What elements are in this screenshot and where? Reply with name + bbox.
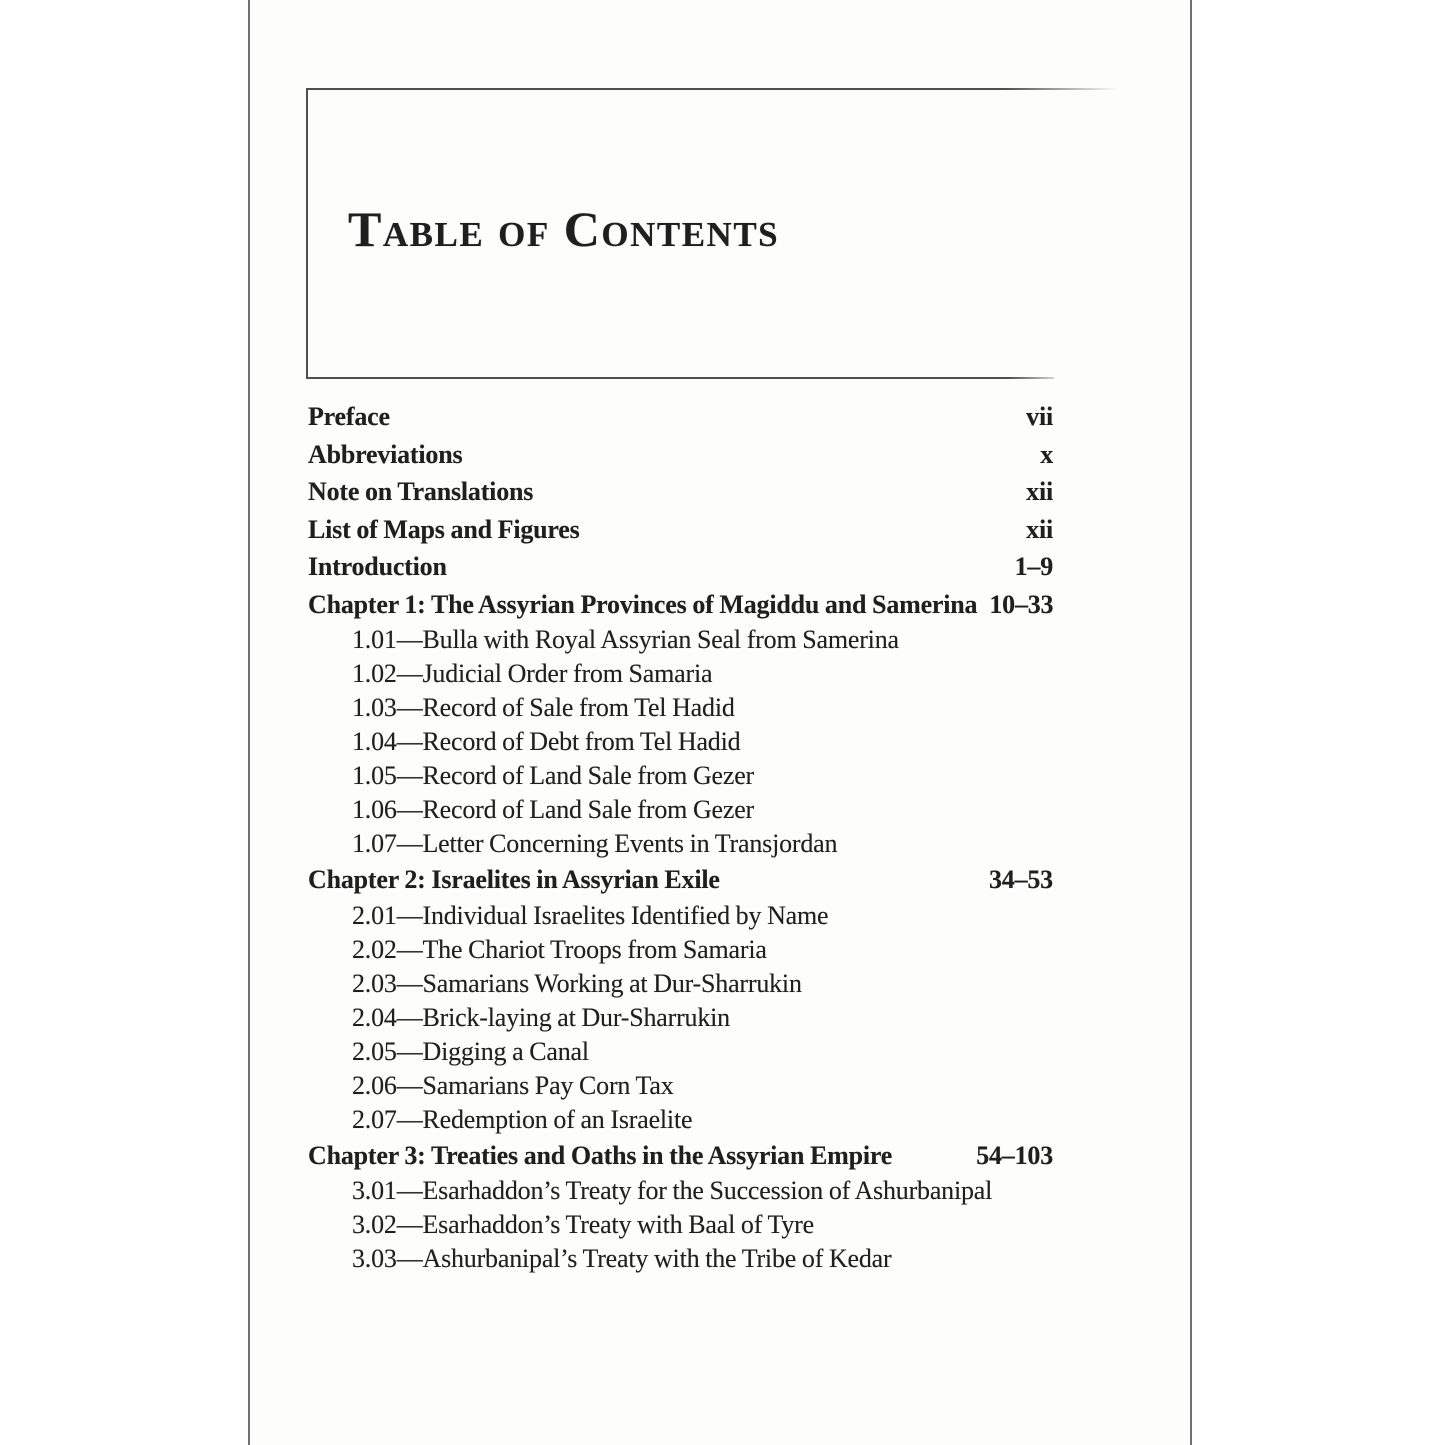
toc-entry-label: Note on Translations xyxy=(308,477,534,506)
toc-sub-entry xyxy=(308,623,1053,657)
toc-entry-label: 3.03—Ashurbanipal’s Treaty with the Tribe of Kedar xyxy=(352,1244,892,1273)
toc-sub-entry xyxy=(308,933,1053,967)
toc-sub-entry xyxy=(308,827,1053,861)
toc-entry-pages: x xyxy=(1040,439,1053,469)
toc-chapter-entry xyxy=(308,861,1053,899)
toc-sub-entry xyxy=(308,1103,1053,1137)
toc-entry-label: 2.04—Brick-laying at Dur-Sharrukin xyxy=(352,1002,730,1032)
toc-entry-label: 1.01—Bulla with Royal Assyrian Seal from Samerina xyxy=(352,625,899,654)
page-edge-left-line xyxy=(248,0,250,1445)
toc-entry-label: 1.07—Letter Concerning Events in Transjordan xyxy=(352,829,838,858)
toc-entry-label: 1.02—Judicial Order from Samaria xyxy=(352,659,713,688)
toc-entry-label: 2.01—Individual Israelites Identified by Name xyxy=(352,900,829,930)
toc-entry-label: 1.05—Record of Land Sale from Gezer xyxy=(352,761,755,790)
page-edge-right-line xyxy=(1190,0,1192,1445)
toc-entry-label: 3.01—Esarhaddon’s Treaty for the Succession of Ashurbanipal xyxy=(352,1176,993,1205)
toc-sub-entry xyxy=(308,725,1053,759)
toc-sub-entry xyxy=(308,1035,1053,1069)
toc-front-entry xyxy=(308,473,1053,511)
toc-sub-entry xyxy=(308,691,1053,725)
toc-entry-label: Chapter 2: Israelites in Assyrian Exile xyxy=(308,865,720,894)
toc-entry-label: 3.02—Esarhaddon’s Treaty with Baal of Tyre xyxy=(352,1210,814,1239)
toc-entry-label: 2.03—Samarians Working at Dur-Sharrukin xyxy=(352,968,802,998)
toc-entry-pages: xii xyxy=(1026,514,1053,544)
title-box-border-left xyxy=(306,88,308,379)
toc-entry-pages: xii xyxy=(1026,477,1053,506)
toc-front-entry xyxy=(308,398,1053,436)
toc-chapter-entry xyxy=(308,586,1053,624)
toc-sub-entry xyxy=(308,1001,1053,1035)
toc-front-entry xyxy=(308,511,1053,549)
toc-entry-label: 1.03—Record of Sale from Tel Hadid xyxy=(352,693,735,722)
toc-sub-entry xyxy=(308,657,1053,691)
toc-front-entry xyxy=(308,548,1053,586)
toc-sub-entry xyxy=(308,1208,1053,1242)
toc-entry-pages: 1–9 xyxy=(1014,552,1053,581)
toc-entry-label: Chapter 1: The Assyrian Provinces of Magiddu and Samerina xyxy=(308,589,978,619)
toc-entry-label: 2.02—The Chariot Troops from Samaria xyxy=(352,934,767,964)
toc-sub-entry xyxy=(308,967,1053,1001)
toc-entry-label: 1.06—Record of Land Sale from Gezer xyxy=(352,795,755,824)
toc-entry-label: 2.06—Samarians Pay Corn Tax xyxy=(352,1070,674,1100)
title-box-border-top xyxy=(306,88,1118,90)
toc-sub-entry xyxy=(308,899,1053,933)
toc-sub-entry xyxy=(308,793,1053,827)
toc-entry-label: Abbreviations xyxy=(308,439,463,469)
toc-entry-label: 2.07—Redemption of an Israelite xyxy=(352,1104,693,1134)
toc-entry-label: Preface xyxy=(308,402,390,431)
toc-entry-pages: 54–103 xyxy=(976,1140,1053,1170)
toc-entry-label: List of Maps and Figures xyxy=(308,514,580,544)
toc-sub-entry xyxy=(308,1242,1053,1276)
toc-entry-label: Chapter 3: Treaties and Oaths in the Assyrian Empire xyxy=(308,1140,893,1170)
toc-entry-label: 1.04—Record of Debt from Tel Hadid xyxy=(352,727,741,756)
toc-entry-label: 2.05—Digging a Canal xyxy=(352,1036,589,1066)
toc-chapter-entry xyxy=(308,1137,1053,1175)
toc-sub-entry xyxy=(308,1174,1053,1208)
toc-entry-pages: 34–53 xyxy=(988,865,1053,894)
toc-sub-entry xyxy=(308,1069,1053,1103)
toc-sub-entry xyxy=(308,759,1053,793)
toc-list xyxy=(308,398,1053,1276)
page-title: Table of Contents xyxy=(348,201,780,257)
toc-entry-label: Introduction xyxy=(308,552,447,581)
title-box-border-bottom xyxy=(306,377,1054,379)
toc-front-entry xyxy=(308,436,1053,474)
toc-entry-pages: vii xyxy=(1026,402,1053,431)
toc-entry-pages: 10–33 xyxy=(989,589,1054,619)
